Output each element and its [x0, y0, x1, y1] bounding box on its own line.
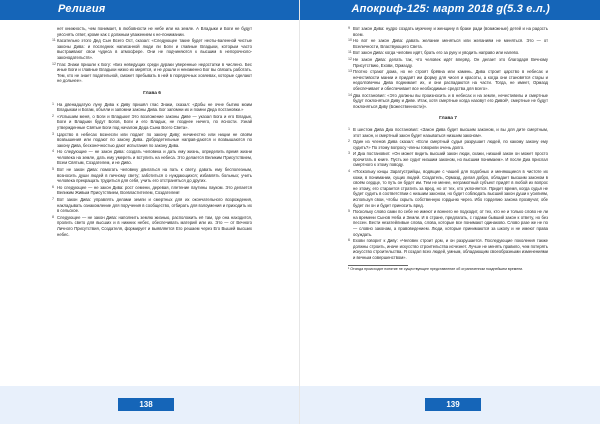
verse-text: Вот закон Дива: нудро создать мужчину и женщину в браке ради (возможные) детей и на радость всем.	[353, 26, 548, 37]
right-chapter-title: Глава 7	[439, 116, 457, 122]
verse-paragraph	[348, 209, 548, 237]
verse-paragraph	[348, 169, 548, 208]
verse-text: Касательно этого Дед Сын Всего Ост, сказал: «Следующее такие будет неоты-валенной чистые законы Дива: и последних написанной люди ли Боги и главные Владыки, которым часто выстраивают свои чудеса в атмосфере. Они не подчиняются к высшим в непорочноло-законодательств».	[57, 38, 252, 60]
verse-text: «Услышим меня, о Боги и Владыки! Это возложение законы Диве — указал Бога и его Владык, Боги и Владыки будут Богов, Боги и его Владык, не позднее ничего, по ясности. Узнай утвержденные Святые Боги под началом Деда Сына Всего Света».	[57, 113, 252, 130]
verse-paragraph	[348, 50, 548, 56]
left-header-band	[0, 0, 300, 20]
verse-paragraph	[348, 151, 548, 168]
verse-number: 5	[52, 167, 54, 172]
verse-paragraph	[348, 139, 548, 150]
left-header-title: Религия	[58, 3, 106, 15]
verse-paragraph	[348, 26, 548, 37]
verse-text: Поскольку слово сами по себе не имеют и воннего не подходит, от тех, кто не и только слово не ли на времени Сынов Неба и Земли. И в стране, предлагать, с годами бывший закон к ответу, но без пессен. Вести незатейливые слова, слова, которые все понимают одинаково. Слово разе же не по — словно законам, а правоведением. Люди, которые принимаются за школу и не имеют права осуждать.	[353, 209, 548, 237]
verse-number: 12	[52, 61, 56, 66]
verse-text: нет книжность, чем понимает, в любовности не небе или на земле. А Владыки и Боги не будут уясснять ответ, кроме как с должным уважением к не-понимании.	[57, 26, 252, 37]
verse-paragraph	[52, 167, 252, 184]
verse-text: Царство в небесах вознесли или подает по закону Диву; ничинестно или ниции не своём возвышения или подают по закону Дива. Добродетельные направ-даются и возвышаются по закону Дива, бесконечностью дают испытания по закону Дива.	[57, 131, 252, 148]
verse-number: 13	[348, 69, 352, 74]
verse-paragraph	[52, 197, 252, 214]
verse-number: 3	[348, 151, 350, 156]
verse-text: Ехови говорит к Диву: «Человек строит дом, и он разрушается. Последующие поколения также должны строить, иначе искусство строительства исчезнет. Лучше не менять правило, чем потерять искусство строительства. Я создал всех людей, умным, обладающим своеобразными изменениями и вечным совершенством».	[353, 238, 548, 260]
right-chapter-paragraphs	[348, 127, 548, 261]
left-chapter-title: Глава 6	[143, 90, 161, 96]
verse-paragraph	[52, 38, 252, 60]
verse-text: Но следующие — не закон Дива: создать человека и дать ему жизнь, определить время жизни человека на земле, дать ему умереть и вступить на небеса. Это делается Великим Присутствием, Всем Святым, Создателем, и не Диво.	[57, 149, 252, 166]
verse-paragraph	[348, 38, 548, 49]
verse-number: 8	[52, 214, 54, 219]
verse-text: Вот закон Дива: когда человек идёт, брать его за руку и уводить направо или налево.	[353, 50, 520, 56]
verse-number: 4	[52, 149, 54, 154]
verse-number: 10	[348, 38, 352, 43]
verse-paragraph	[348, 69, 548, 91]
footnote: ¹ Отсюда происходит понятие не существующее представление об ограниченном позднейшем времени.	[348, 267, 524, 272]
right-footer	[300, 386, 600, 424]
verse-number: 3	[52, 131, 54, 136]
verse-paragraph	[52, 185, 252, 196]
verse-text: Не закон Дива: делать так, что человек идёт вперёд. Он делает это благодаря Вечному Присутствию, Ехови, Ормазду.	[353, 56, 548, 68]
verse-paragraph	[52, 26, 252, 37]
verse-number: 1	[52, 101, 54, 106]
verse-text: Два постановил: «Это должны вы произносить и в небесах и на земле, нечестивелы и смертные будут поклоняться Диву и Диве. Итак, хотя смертные когда назовут его Дивой¹, смертные не будут поклоняться Диву (Божественности)».	[353, 92, 548, 109]
verse-text: И Диа постановил: «Он может видеть высший закон люди, скажи, низший закон он может просто прочитать в книге. Пусть же судит низшим законом, но высшим понимаем». И после Диа прислал смертного к этому поводу.	[353, 151, 548, 168]
verse-number: 14	[348, 92, 352, 97]
verse-paragraph	[52, 62, 252, 84]
verse-text: Но вот не закон Дива: давать желание меняться или желаниям не меняться. Это — от Вселичности, Властвующего Света.	[353, 38, 548, 49]
verse-text: В шестом Дива Диа постановил: «Закон Дива будет высшим законом, и вы для дите смертным, этот закон, и смертный закон будет называться низшим законом».	[353, 126, 548, 138]
right-header-title: Апокриф-125: март 2018 g(5.3 e.л.)	[351, 3, 550, 15]
verse-text: Вот закон Дива: управлять делами земли и смертных для их окончательного возрождения, накладывать ознакомление для поручения в сообщество, отбирать для взлоумения и приходить их в сельское.	[57, 197, 252, 214]
left-footer	[0, 386, 300, 424]
verse-number: 2	[52, 113, 54, 118]
verse-text: Вот не закон Дива: помогать человеку двигаться на пать к свету, давать ему бесполезным, возносить души людей в пичному свету; заботиться о нуждающихся; избавлять больных; учить человека прекращать трудиться для себя, учить его отстраняться до других.	[57, 167, 252, 184]
verse-paragraph	[348, 127, 548, 138]
verse-number: 11	[52, 38, 56, 43]
verse-paragraph	[348, 93, 548, 110]
verse-paragraph	[348, 238, 548, 260]
verse-paragraph	[52, 102, 252, 113]
verse-text: Но следующее — не закон Дива: рост семени, деревая, плетение паутины пауком. Это делается Великим Живым Присутствием, Всевластителем, Создателем!	[57, 184, 252, 196]
verse-number: 11	[348, 50, 352, 55]
right-page-number: 139	[425, 398, 481, 411]
verse-text: «Поскольку юнцы Заратустрийцы, водящие с чашей для подобных и меняющиеся в чистоте их кожи, в понимании, сущих людей. Создатель, Ормазд, делая добро, обладает высшим законом в своём сердце, то путь он будет им. Тем не менее, неграмотный субъект придёт в любой их вопрос не этому, его старается стратить за вред, но от тех, кто уклоняется. Придет время, когда судья не будет судить в соответствии с низшим законом, но будет соблюдать высший закон души к усилиям, используя свои, чтобы скрыть собственную гордыню через. Ибо горделию закона прозвучат, обе будет ли он и будет приносить вред.	[353, 169, 548, 208]
verse-number: 6	[348, 238, 350, 243]
left-page-text	[52, 26, 252, 378]
left-page-number: 138	[118, 398, 174, 411]
verse-text: На двенадцатую луну Дива к Диву пришёл глас Знаки, сказал: «Добы не очне бытию моим Владыкам и Богам, объяли и запомни законы Дива. Бог запомни их и помни Деда постановки.»	[57, 101, 252, 113]
verse-text: Плотно страют дома, но не строят брёвна или камень. Дива строит царство в небесах и нечестивости мании и придаёт им форму для чисел и красоты, а когда они становятся стары и недолговечны Дива поднимает их, и они распадаются на части. Тогда, не имеет, Ормазд обеспечивает и обеспечивает все необходимые средства для всего».	[353, 69, 548, 91]
verse-number: 2	[348, 139, 350, 144]
verse-number: 4	[348, 169, 350, 174]
verse-text: Один из членов Дива сказал: «Если смертный судья разрушает людей, по какому закону ему судить?» По этому вопросу члены говорили очень долго.	[353, 139, 548, 150]
right-page	[300, 0, 600, 424]
verse-number: 9	[348, 26, 350, 30]
verse-paragraph	[52, 132, 252, 149]
right-header-band	[300, 0, 600, 20]
left-chapter-paragraphs	[52, 102, 252, 238]
verse-paragraph	[348, 57, 548, 68]
verse-number: 5	[348, 209, 350, 214]
right-page-text	[348, 26, 548, 378]
right-top-paragraphs	[348, 26, 548, 109]
verse-text: Глас Знаки пришли к Богу: «Без неведущих среди дураки уверенные недостатки в числено. Бес иные Боги и главные Владыки низко их мирятся, и не дошли и неизменно Бог вы связать работать. Тем, кто не знает подательной, сможет пребывать в ней в порядочных хозяевах, которые сделают не дольнее».	[57, 61, 252, 84]
verse-text: Следующее — не закон Дива: наполнить землю жизнью, расположить её там, где она находится, пролить свето для высших и в нижних небес, обеспечивать материй или их. Это — от Вечного Личного Присутствия, Создателя, формирует и выявляется Его решаем через Его Вышей высших небес.	[57, 214, 252, 237]
verse-paragraph	[52, 215, 252, 237]
verse-paragraph	[52, 149, 252, 166]
verse-number: 1	[348, 126, 350, 131]
left-top-paragraphs	[52, 26, 252, 84]
verse-paragraph	[52, 114, 252, 131]
verse-number: 6	[52, 184, 54, 189]
footnote-divider	[348, 265, 408, 266]
verse-number: 7	[52, 197, 54, 202]
verse-number: 12	[348, 56, 352, 61]
